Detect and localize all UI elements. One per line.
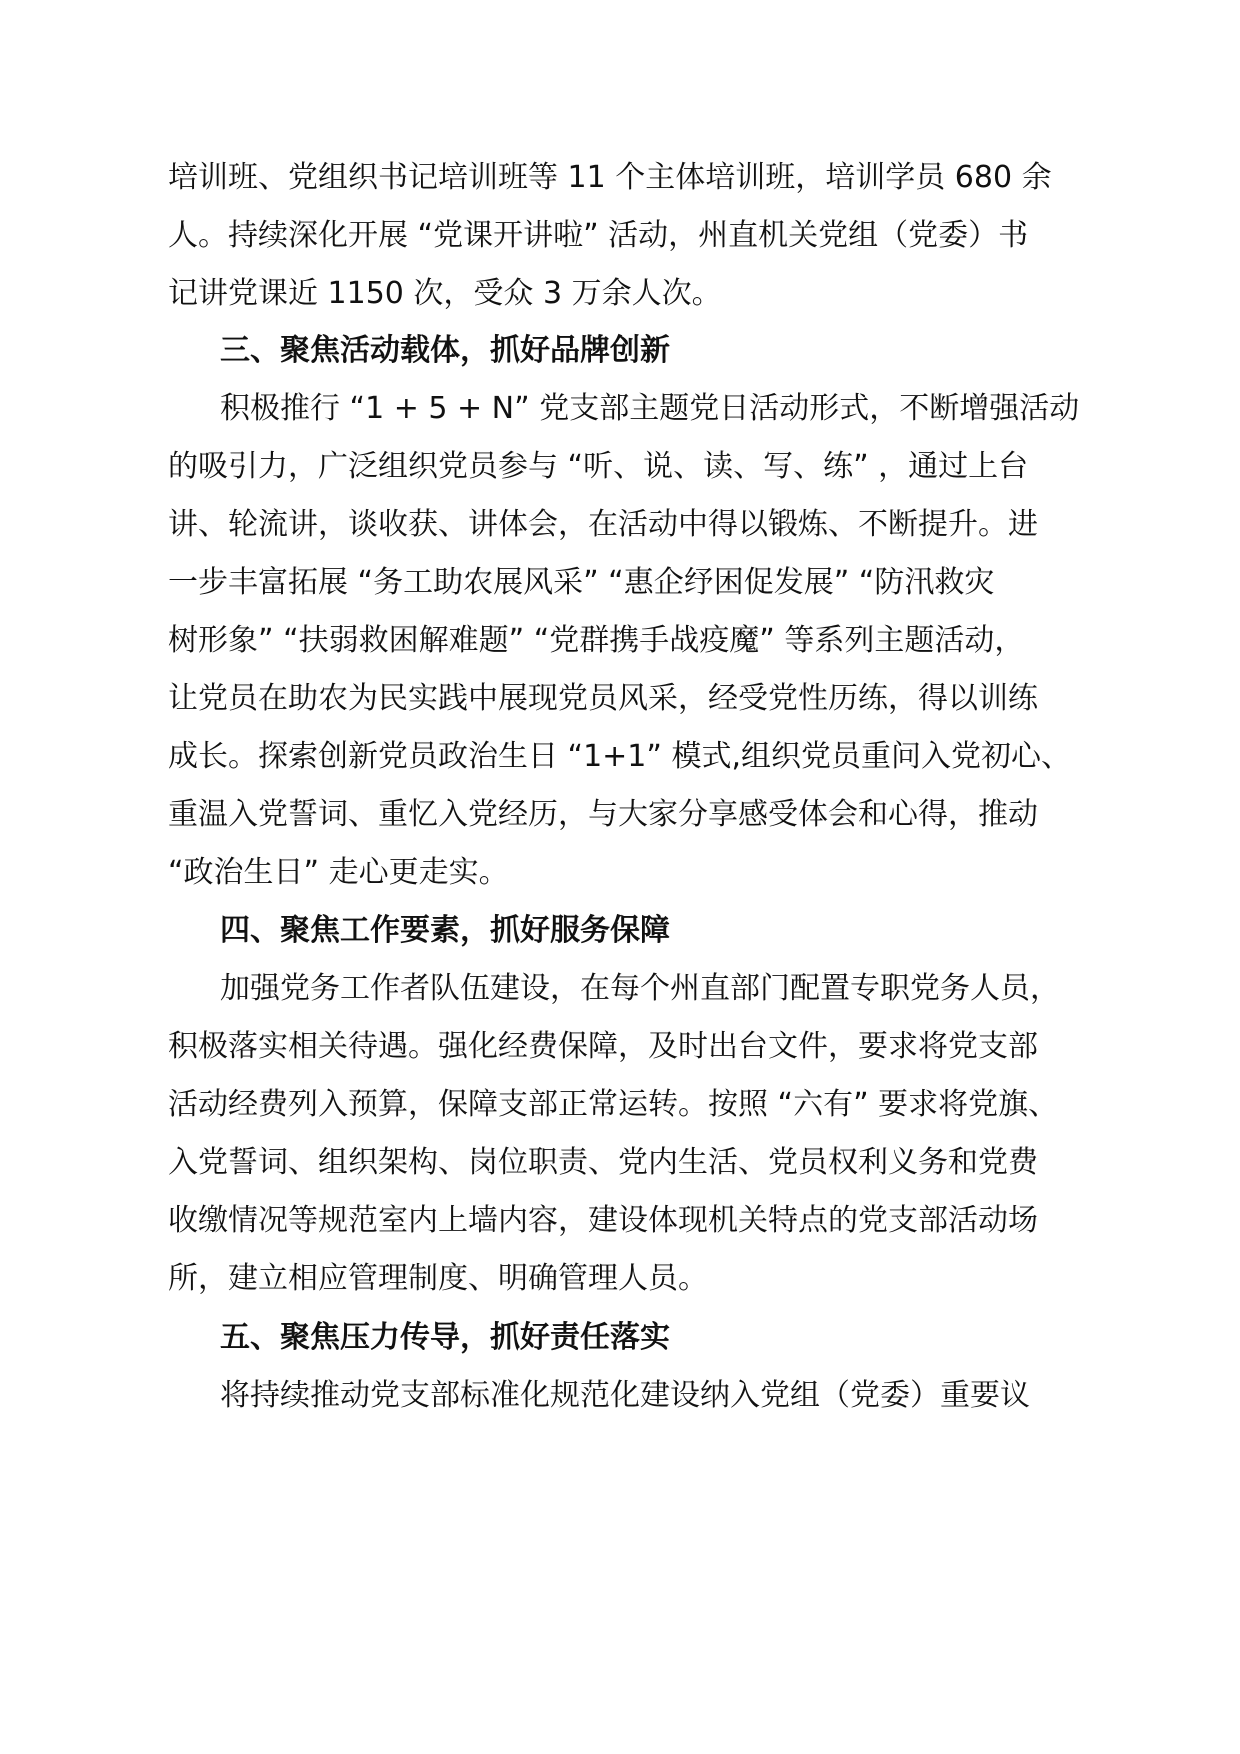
- body-text-line: 将持续推动党支部标准化规范化建设纳入党组（党委）重要议: [220, 1378, 1030, 1413]
- body-text-line: 成长。探索创新党员政治生日 “1+1” 模式,组织党员重问入党初心、: [168, 739, 1072, 774]
- body-text-line: 积极落实相关待遇。强化经费保障，及时出台文件，要求将党支部: [168, 1029, 1038, 1064]
- section-heading: 四、聚焦工作要素，抓好服务保障: [220, 913, 670, 948]
- body-text-line: 人。持续深化开展 “党课开讲啦” 活动，州直机关党组（党委）书: [168, 218, 1029, 253]
- body-text-line: 培训班、党组织书记培训班等 11 个主体培训班，培训学员 680 余: [168, 160, 1052, 195]
- body-text-line: 一步丰富拓展 “务工助农展风采” “惠企纾困促发展” “防汛救灾: [168, 565, 995, 600]
- body-text-line: 收缴情况等规范室内上墙内容，建设体现机关特点的党支部活动场: [168, 1203, 1038, 1238]
- body-text-line: 树形象” “扶弱救困解难题” “党群携手战疫魔” 等系列主题活动，: [168, 623, 1025, 658]
- body-text-line: 所，建立相应管理制度、明确管理人员。: [168, 1261, 708, 1296]
- body-text-line: 讲、轮流讲，谈收获、讲体会，在活动中得以锻炼、不断提升。进: [168, 507, 1038, 542]
- body-text-line: 积极推行 “1 + 5 + N” 党支部主题党日活动形式，不断增强活动: [220, 391, 1080, 426]
- body-text-line: “政治生日” 走心更走实。: [168, 855, 509, 890]
- section-heading: 五、聚焦压力传导，抓好责任落实: [220, 1320, 670, 1355]
- body-text-line: 记讲党课近 1150 次，受众 3 万余人次。: [168, 276, 722, 311]
- body-text-line: 让党员在助农为民实践中展现党员风采，经受党性历练，得以训练: [168, 681, 1038, 716]
- body-text-line: 入党誓词、组织架构、岗位职责、党内生活、党员权利义务和党费: [168, 1145, 1038, 1180]
- body-text-line: 活动经费列入预算，保障支部正常运转。按照 “六有” 要求将党旗、: [168, 1087, 1059, 1122]
- body-text-line: 加强党务工作者队伍建设，在每个州直部门配置专职党务人员，: [220, 971, 1060, 1006]
- body-text-line: 的吸引力，广泛组织党员参与 “听、说、读、写、练” ，通过上台: [168, 449, 1029, 484]
- section-heading: 三、聚焦活动载体，抓好品牌创新: [220, 333, 670, 368]
- body-text-line: 重温入党誓词、重忆入党经历，与大家分享感受体会和心得，推动: [168, 797, 1038, 832]
